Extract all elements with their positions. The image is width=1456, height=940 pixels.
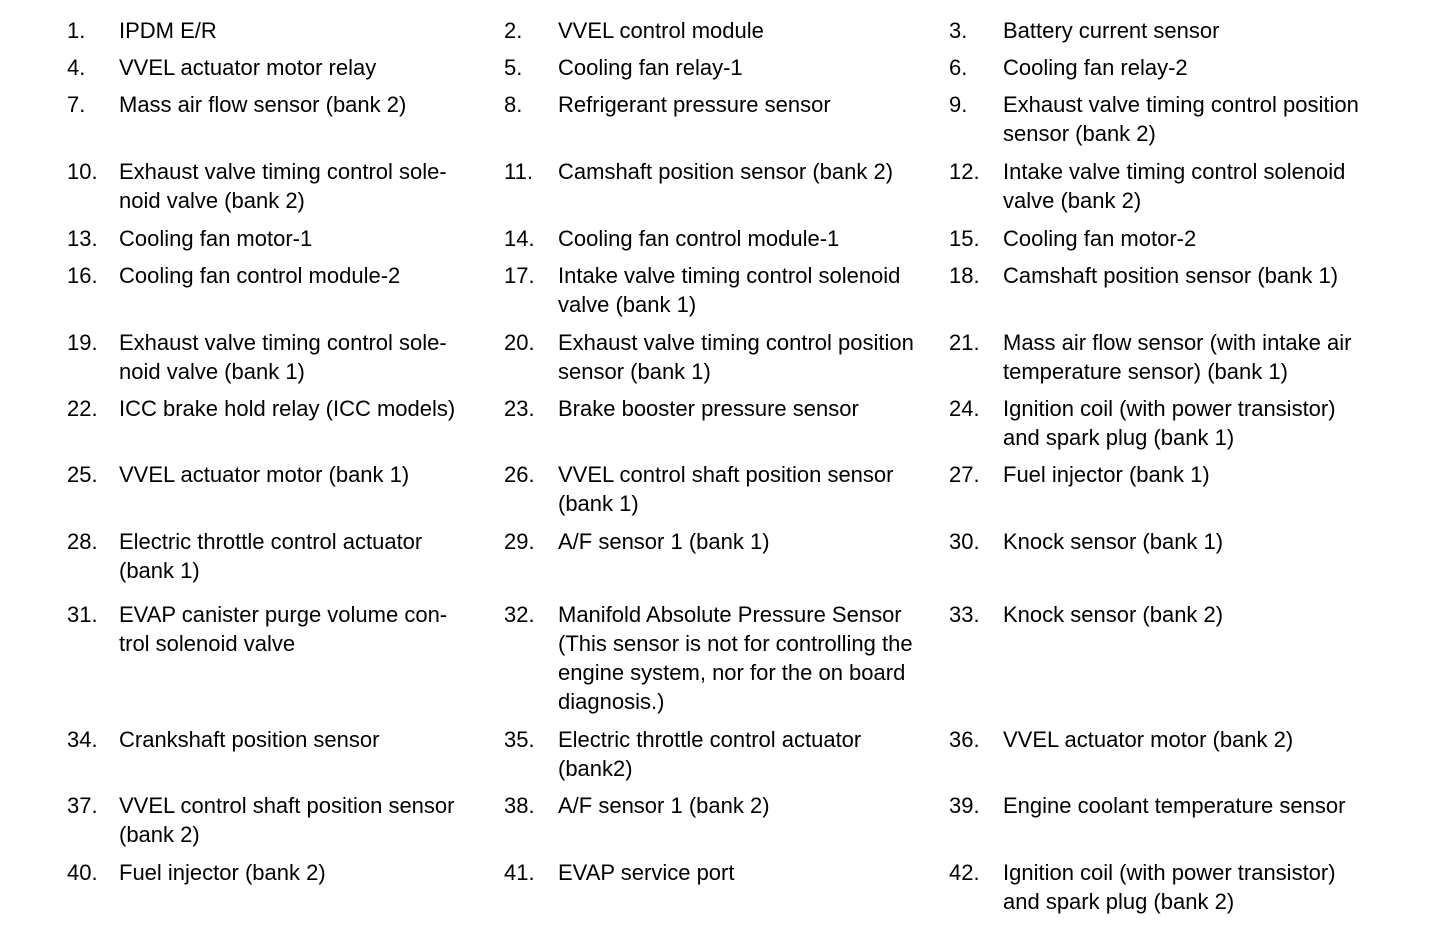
item-number: 5. bbox=[504, 55, 523, 80]
item-number: 20. bbox=[504, 330, 535, 355]
item-number: 30. bbox=[949, 529, 980, 554]
item-number: 3. bbox=[949, 18, 968, 43]
item-number: 8. bbox=[504, 92, 523, 117]
item-label: VVEL actuator motor (bank 1) bbox=[119, 462, 410, 487]
item-label: Cooling fan control module-2 bbox=[119, 263, 401, 288]
item-number: 12. bbox=[949, 159, 980, 184]
item-number: 15. bbox=[949, 226, 980, 251]
item-label: Fuel injector (bank 2) bbox=[119, 860, 326, 885]
item-label: VVEL actuator motor (bank 2) bbox=[1003, 727, 1294, 752]
item-number: 41. bbox=[504, 860, 535, 885]
item-label: VVEL control module bbox=[558, 18, 764, 43]
item-number: 24. bbox=[949, 396, 980, 421]
item-number: 7. bbox=[67, 92, 86, 117]
item-label: Knock sensor (bank 1) bbox=[1003, 529, 1224, 554]
item-label: VVEL actuator motor relay bbox=[119, 55, 377, 80]
item-number: 37. bbox=[67, 793, 98, 818]
item-number: 36. bbox=[949, 727, 980, 752]
item-label: Engine coolant temperature sensor bbox=[1003, 793, 1346, 818]
item-label: Camshaft position sensor (bank 1) bbox=[1003, 263, 1339, 288]
item-number: 23. bbox=[504, 396, 535, 421]
item-label: Exhaust valve timing control sole- noid valve (bank 1) bbox=[119, 330, 447, 384]
item-label: Electric throttle control actuator (bank2) bbox=[558, 727, 862, 781]
item-label: Camshaft position sensor (bank 2) bbox=[558, 159, 894, 184]
item-label: Knock sensor (bank 2) bbox=[1003, 602, 1224, 627]
item-number: 38. bbox=[504, 793, 535, 818]
item-number: 26. bbox=[504, 462, 535, 487]
item-label: Brake booster pressure sensor bbox=[558, 396, 859, 421]
item-label: Cooling fan relay-2 bbox=[1003, 55, 1188, 80]
item-number: 29. bbox=[504, 529, 535, 554]
item-label: Battery current sensor bbox=[1003, 18, 1220, 43]
item-number: 4. bbox=[67, 55, 86, 80]
item-number: 19. bbox=[67, 330, 98, 355]
item-label: Cooling fan control module-1 bbox=[558, 226, 840, 251]
item-label: Cooling fan motor-1 bbox=[119, 226, 313, 251]
item-number: 14. bbox=[504, 226, 535, 251]
item-label: IPDM E/R bbox=[119, 18, 217, 43]
item-number: 6. bbox=[949, 55, 968, 80]
item-label: Mass air flow sensor (with intake air temperature sensor) (bank 1) bbox=[1003, 330, 1352, 384]
item-label: A/F sensor 1 (bank 1) bbox=[558, 529, 770, 554]
item-number: 42. bbox=[949, 860, 980, 885]
item-number: 9. bbox=[949, 92, 968, 117]
item-label: Ignition coil (with power transistor) and spark plug (bank 2) bbox=[1003, 860, 1336, 914]
item-number: 1. bbox=[67, 18, 86, 43]
item-label: Manifold Absolute Pressure Sensor (This sensor is not for controlling the engine system, nor for the on board diagnosis.) bbox=[558, 602, 913, 714]
item-label: EVAP service port bbox=[558, 860, 735, 885]
item-number: 31. bbox=[67, 602, 98, 627]
item-number: 40. bbox=[67, 860, 98, 885]
item-label: Cooling fan relay-1 bbox=[558, 55, 743, 80]
item-number: 35. bbox=[504, 727, 535, 752]
item-number: 10. bbox=[67, 159, 98, 184]
item-number: 32. bbox=[504, 602, 535, 627]
item-label: VVEL control shaft position sensor (bank 2) bbox=[119, 793, 455, 847]
item-label: Crankshaft position sensor bbox=[119, 727, 380, 752]
item-label: Intake valve timing control solenoid valve (bank 2) bbox=[1003, 159, 1346, 213]
item-number: 18. bbox=[949, 263, 980, 288]
item-number: 17. bbox=[504, 263, 535, 288]
item-label: Fuel injector (bank 1) bbox=[1003, 462, 1210, 487]
item-label: Ignition coil (with power transistor) and spark plug (bank 1) bbox=[1003, 396, 1336, 450]
item-number: 11. bbox=[504, 159, 533, 184]
item-number: 28. bbox=[67, 529, 98, 554]
item-number: 22. bbox=[67, 396, 98, 421]
item-number: 21. bbox=[949, 330, 980, 355]
item-label: Exhaust valve timing control position sensor (bank 1) bbox=[558, 330, 914, 384]
item-label: Cooling fan motor-2 bbox=[1003, 226, 1197, 251]
item-number: 34. bbox=[67, 727, 98, 752]
item-label: Refrigerant pressure sensor bbox=[558, 92, 831, 117]
item-number: 27. bbox=[949, 462, 980, 487]
item-number: 13. bbox=[67, 226, 98, 251]
item-label: EVAP canister purge volume con- trol solenoid valve bbox=[119, 602, 448, 656]
item-label: A/F sensor 1 (bank 2) bbox=[558, 793, 770, 818]
item-number: 2. bbox=[504, 18, 523, 43]
item-label: Electric throttle control actuator (bank 1) bbox=[119, 529, 423, 583]
item-label: Mass air flow sensor (bank 2) bbox=[119, 92, 407, 117]
item-number: 16. bbox=[67, 263, 98, 288]
item-number: 39. bbox=[949, 793, 980, 818]
item-label: VVEL control shaft position sensor (bank 1) bbox=[558, 462, 894, 516]
item-number: 33. bbox=[949, 602, 980, 627]
item-label: ICC brake hold relay (ICC models) bbox=[119, 396, 456, 421]
item-number: 25. bbox=[67, 462, 98, 487]
item-label: Exhaust valve timing control sole- noid valve (bank 2) bbox=[119, 159, 447, 213]
item-label: Exhaust valve timing control position sensor (bank 2) bbox=[1003, 92, 1359, 146]
item-label: Intake valve timing control solenoid valve (bank 1) bbox=[558, 263, 901, 317]
